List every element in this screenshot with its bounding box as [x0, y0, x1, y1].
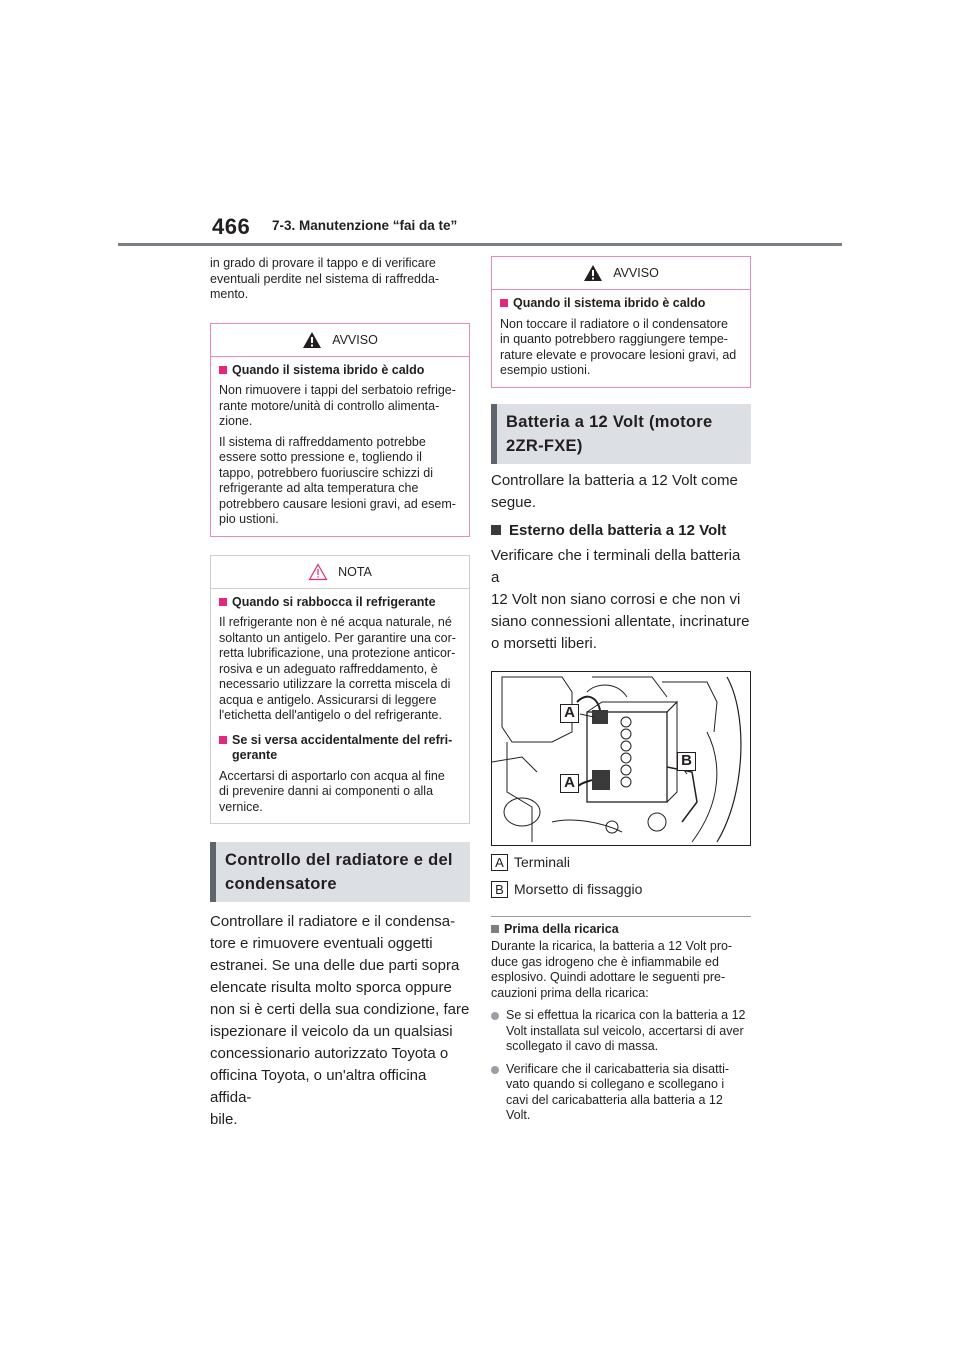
text-line: non si è certi della sua condizione, fare	[210, 1001, 470, 1018]
text-line: Volt.	[506, 1108, 531, 1122]
text-line: Il refrigerante non è né acqua naturale, né	[219, 615, 452, 629]
warning-paragraph	[219, 383, 461, 430]
battery-intro	[491, 470, 751, 514]
grey-square-bullet-icon	[491, 925, 499, 933]
battery-subtitle: Esterno della batteria a 12 Volt	[509, 521, 727, 539]
circle-bullet-icon	[491, 1066, 499, 1074]
battery-paragraph	[491, 545, 751, 655]
text-line: di prevenire danni ai componenti o alla	[219, 784, 434, 798]
circle-bullet-icon	[491, 1012, 499, 1020]
text-line: Controllare il radiatore e il condensa-	[210, 913, 456, 930]
text-line: pio ustioni.	[219, 512, 279, 526]
note-subtitle-row	[219, 595, 461, 611]
note-box	[210, 555, 470, 825]
text-line: in quanto potrebbero raggiungere tempe-	[500, 332, 728, 346]
heading-line: 2ZR-FXE)	[506, 436, 583, 455]
text-line: cauzioni prima della ricarica:	[491, 985, 649, 1000]
text-line: 12 Volt non siano corrosi e che non vi	[491, 590, 741, 608]
warning-label: AVVISO	[332, 332, 378, 347]
pink-square-bullet-icon	[219, 736, 227, 744]
left-column	[210, 256, 470, 1131]
section-heading-battery	[491, 404, 751, 464]
warning-subtitle: Quando il sistema ibrido è caldo	[513, 296, 706, 310]
intro-paragraph	[210, 256, 470, 303]
warning-subtitle-row	[500, 296, 742, 312]
warning-header	[211, 324, 469, 357]
charging-title: Prima della ricarica	[504, 921, 619, 936]
callout-a-top: A	[560, 704, 579, 723]
charging-bullet	[491, 1008, 751, 1055]
warning-subtitle-row	[219, 363, 461, 379]
callout-b: B	[677, 752, 696, 771]
text-line: ispezionare il veicolo da un qualsiasi	[210, 1023, 453, 1040]
text-line: soltanto un antigelo. Per garantire una cor-	[219, 630, 456, 645]
note-paragraph	[219, 769, 461, 816]
text-line: essere sotto pressione e, togliendo il	[219, 450, 422, 464]
legend-key-b: B	[491, 881, 508, 898]
battery-illustration	[491, 671, 751, 846]
text-line: zione.	[219, 414, 253, 428]
charging-title-row	[491, 922, 751, 938]
pink-square-bullet-icon	[500, 299, 508, 307]
divider	[491, 916, 751, 917]
text-line: rosiva e un adeguato raffreddamento, è	[219, 661, 438, 676]
text-line: Il sistema di raffreddamento potrebbe	[219, 434, 426, 449]
legend-text: Morsetto di fissaggio	[514, 881, 643, 897]
text-line: retta lubrificazione, una protezione anticor-	[219, 646, 456, 660]
pink-square-bullet-icon	[219, 366, 227, 374]
note-header	[211, 556, 469, 589]
text-line: Se si effettua la ricarica con la batteria a 12	[506, 1008, 746, 1022]
text-line: Durante la ricarica, la batteria a 12 Volt pro-	[491, 939, 733, 953]
intro-line: in grado di provare il tappo e di verificare	[210, 256, 436, 270]
bullet-text	[506, 1062, 729, 1124]
heading-line: Batteria a 12 Volt (motore	[506, 412, 713, 431]
pink-square-bullet-icon	[219, 598, 227, 606]
text-line: gerante	[232, 748, 278, 762]
engine-bay-drawing	[492, 672, 750, 845]
text-line: siano connessioni allentate, incrinature	[491, 612, 750, 630]
text-line: segue.	[491, 493, 537, 511]
warning-box-left	[210, 323, 470, 537]
text-line: Verificare che il caricabatteria sia disatti-	[506, 1061, 730, 1076]
warning-triangle-icon	[583, 264, 603, 282]
warning-subtitle: Quando il sistema ibrido è caldo	[232, 362, 425, 377]
section-title: 7-3. Manutenzione “fai da te”	[272, 218, 458, 233]
text-line: scollegato il cavo di massa.	[506, 1039, 659, 1053]
text-line: Volt installata sul veicolo, accertarsi di aver	[506, 1023, 744, 1038]
note-label: NOTA	[338, 564, 372, 579]
battery-subtitle-row	[491, 522, 751, 539]
text-line: necessario utilizzare la corretta miscela di	[219, 677, 451, 691]
text-line: o morsetti liberi.	[491, 634, 597, 652]
square-bullet-icon	[491, 525, 501, 535]
text-line: officina Toyota, o un'altra officina affida-	[210, 1067, 427, 1106]
text-line: tappo, potrebbero fuoriuscire schizzi di	[219, 465, 434, 480]
legend-row	[491, 854, 751, 871]
text-line: esempio ustioni.	[500, 363, 591, 377]
text-line: Non rimuovere i tappi del serbatoio refrige-	[219, 383, 456, 397]
text-line: Se si versa accidentalmente del refri-	[232, 732, 453, 747]
legend-row	[491, 881, 751, 898]
charging-bullet	[491, 1062, 751, 1124]
warning-box-right	[491, 256, 751, 388]
text-line: Non toccare il radiatore o il condensatore	[500, 316, 728, 331]
heading-line: condensatore	[225, 875, 337, 893]
intro-line: mento.	[210, 287, 249, 301]
radiator-paragraph	[210, 911, 470, 1131]
text-line: tore e rimuovere eventuali oggetti	[210, 935, 433, 952]
text-line: refrigerante ad alta temperatura che	[219, 481, 419, 495]
text-line: l'etichetta dell'antigelo o del refrigerante.	[219, 708, 442, 722]
text-line: rante motore/unità di controllo alimenta-	[219, 398, 440, 413]
text-line: duce gas idrogeno che è infiammabile ed	[491, 954, 719, 969]
heading-line: Controllo del radiatore e del	[225, 851, 453, 869]
warning-triangle-icon	[302, 331, 322, 349]
warning-label: AVVISO	[613, 266, 659, 280]
text-line: Accertarsi di asportarlo con acqua al fine	[219, 768, 445, 783]
note-subtitle-row	[219, 733, 461, 764]
header-rule	[118, 243, 842, 246]
text-line: vernice.	[219, 799, 263, 814]
text-line: cavi del caricabatteria alla batteria a 12	[506, 1092, 723, 1107]
caution-outline-icon	[308, 563, 328, 581]
page-number: 466	[212, 214, 251, 239]
text-line: potrebbero causare lesioni gravi, ad esem-	[219, 496, 456, 511]
warning-header	[492, 257, 750, 290]
note-subtitle	[232, 733, 452, 764]
right-column	[491, 256, 751, 1124]
legend-key-a: A	[491, 854, 508, 871]
note-paragraph	[219, 615, 461, 724]
callout-a-bottom: A	[560, 774, 579, 793]
note-subtitle: Quando si rabbocca il refrigerante	[232, 594, 436, 609]
text-line: acqua e antigelo. Assicurarsi di leggere	[219, 692, 437, 707]
charging-intro	[491, 939, 751, 1001]
warning-paragraph	[219, 435, 461, 528]
text-line: Controllare la batteria a 12 Volt come	[491, 471, 738, 489]
text-line: bile.	[210, 1111, 238, 1128]
intro-line: eventuali perdite nel sistema di raffredda-	[210, 271, 440, 286]
text-line: concessionario autorizzato Toyota o	[210, 1045, 449, 1062]
text-line: Verificare che i terminali della batteria a	[491, 546, 741, 586]
warning-paragraph	[500, 317, 742, 379]
text-line: estranei. Se una delle due parti sopra	[210, 957, 460, 974]
text-line: elencate risulta molto sporca oppure	[210, 979, 452, 996]
section-heading-radiator	[210, 842, 470, 902]
bullet-text	[506, 1008, 746, 1055]
text-line: rature elevate e provocare lesioni gravi, ad	[500, 347, 737, 362]
text-line: esplosivo. Quindi adottare le seguenti pre-	[491, 970, 726, 984]
text-line: vato quando si collegano e scollegano i	[506, 1077, 725, 1091]
legend-text: Terminali	[514, 854, 571, 870]
